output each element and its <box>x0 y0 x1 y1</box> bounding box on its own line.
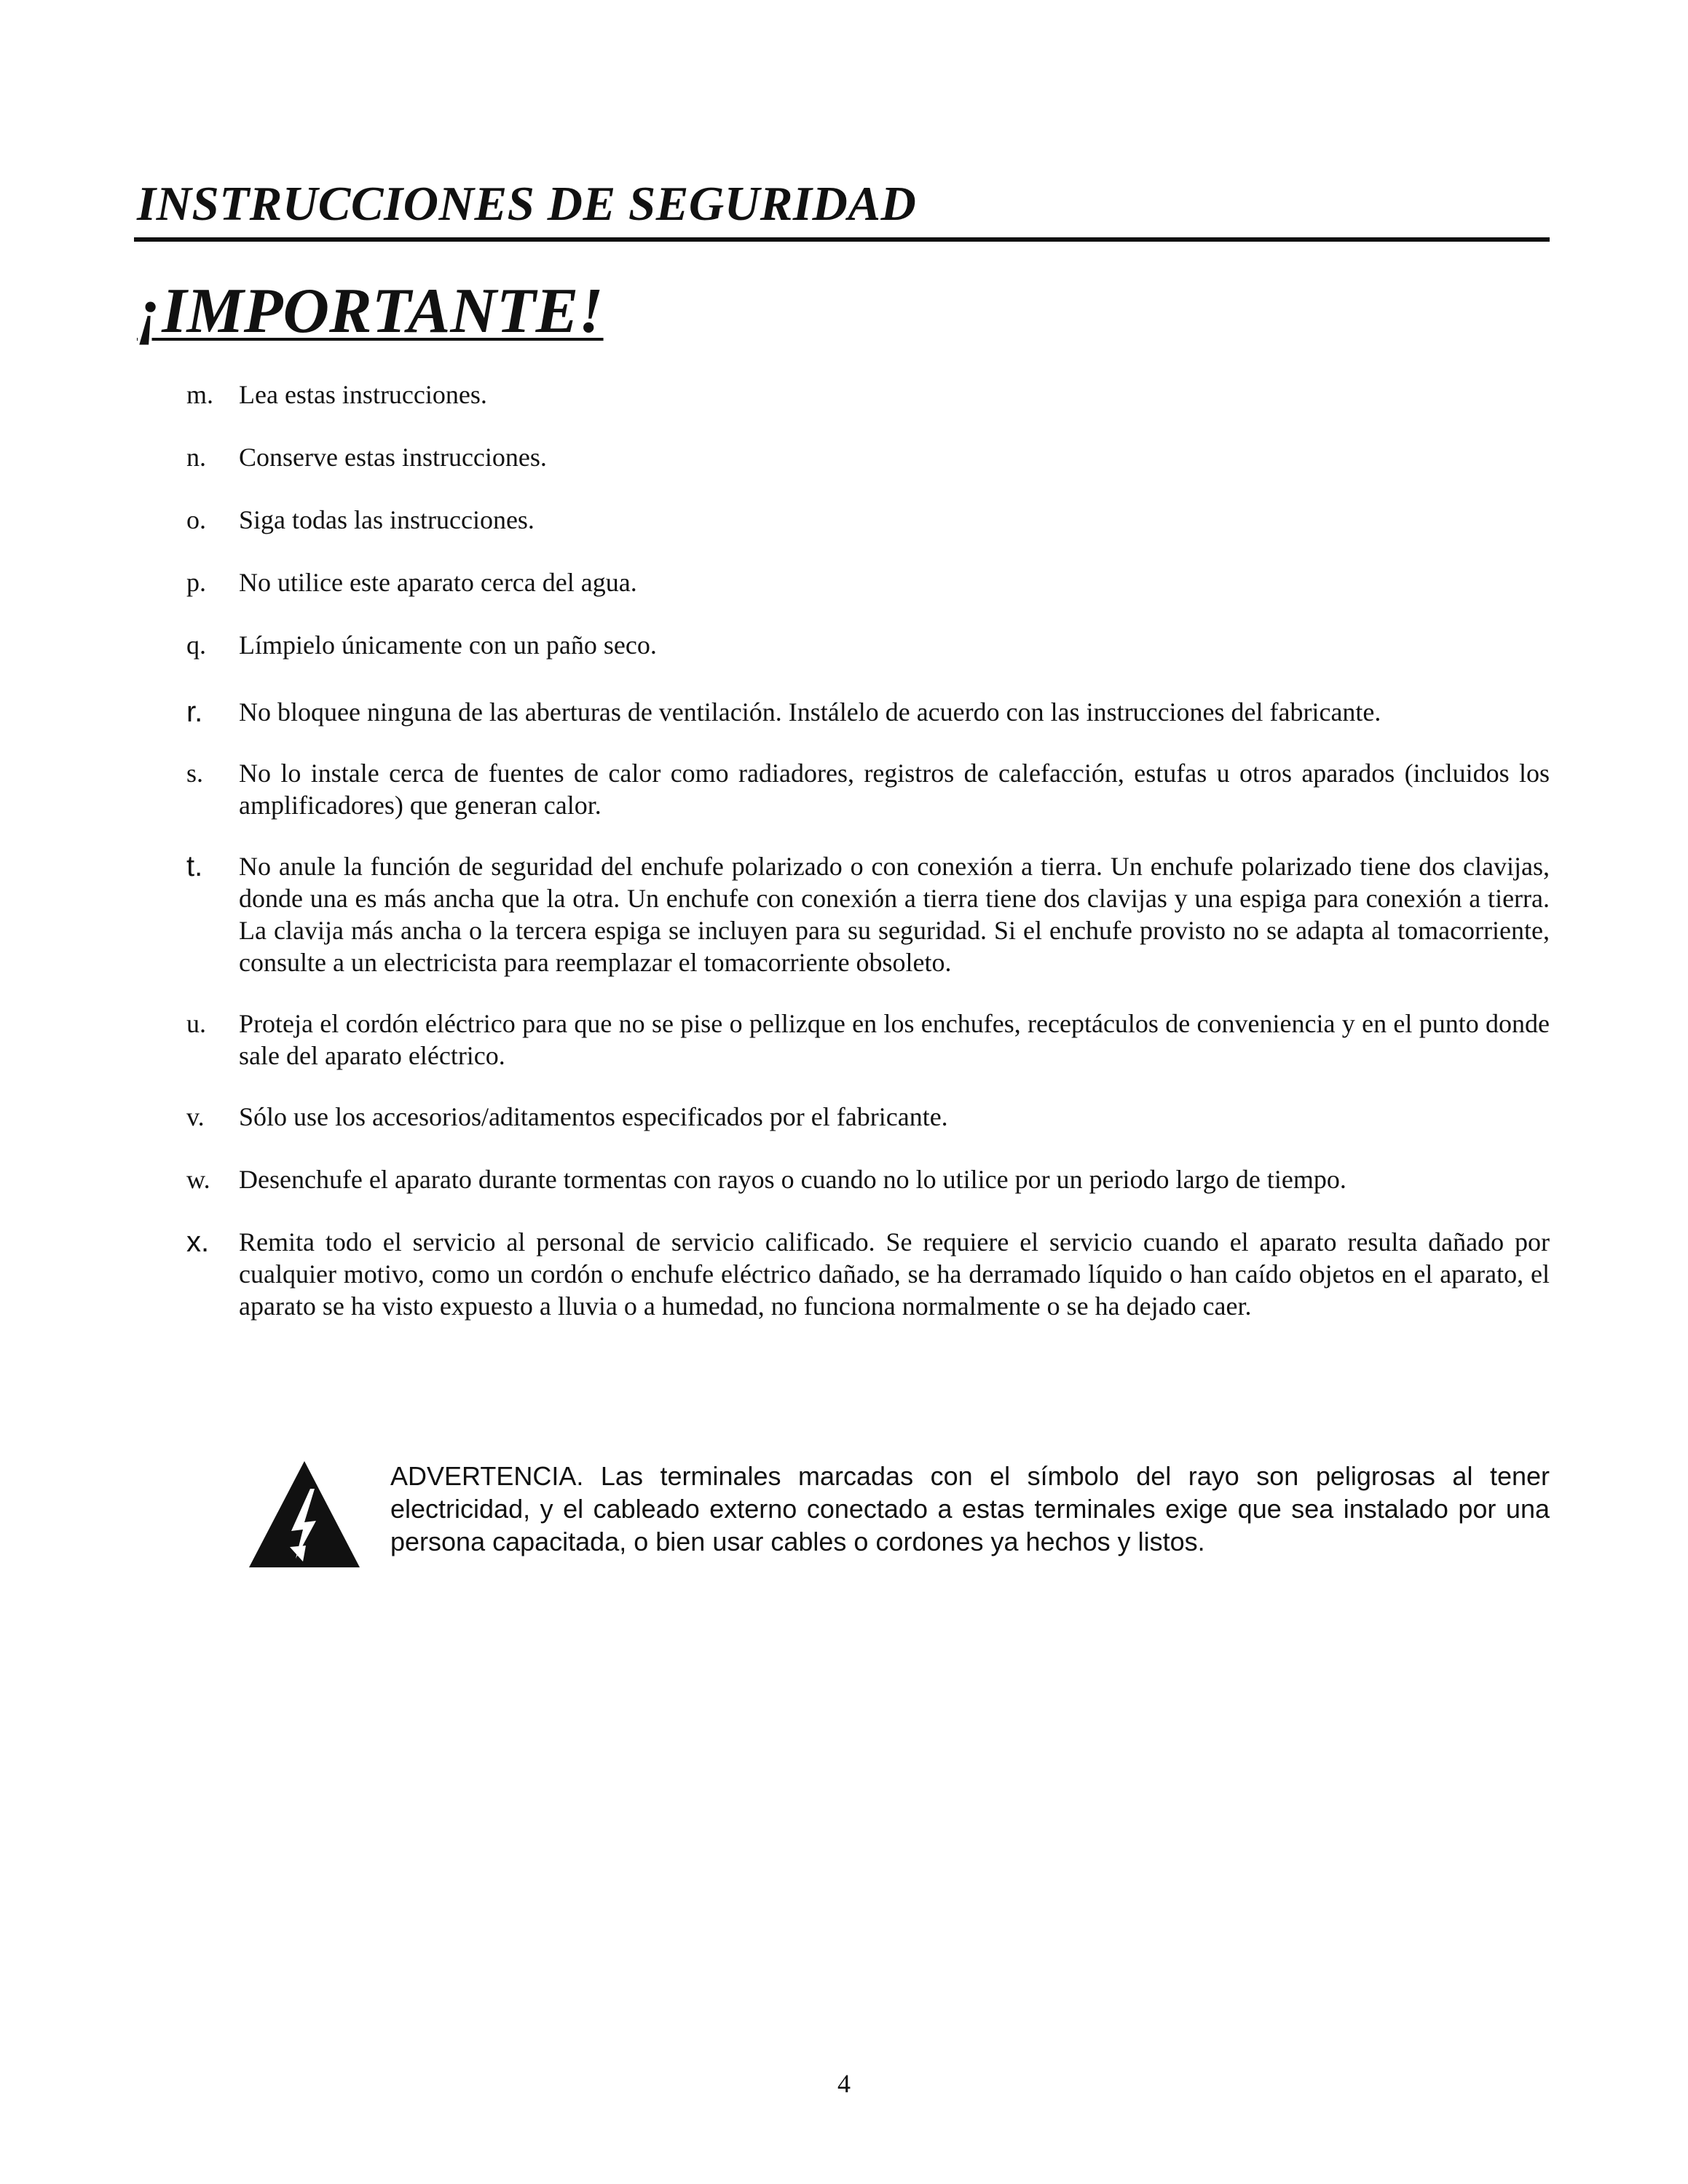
list-item-letter: p. <box>186 568 206 597</box>
list-item-letter: n. <box>186 443 206 472</box>
warning-text: ADVERTENCIA. Las terminales marcadas con el símbolo del rayo son peligrosas al tener electricidad, y el cableado externo conectado a estas terminales exige que sea instalado por una persona capacitada, o bien usar cables o cordones ya hechos y listos. <box>390 1461 1550 1556</box>
list-item-o <box>137 504 1550 536</box>
list-item-v <box>137 1101 1550 1133</box>
list-item-r <box>137 696 1550 728</box>
list-item-n <box>137 441 1550 473</box>
list-item-letter: w. <box>186 1165 210 1194</box>
list-item-text: No utilice este aparato cerca del agua. <box>239 568 637 597</box>
list-item-text: No lo instale cerca de fuentes de calor como radiadores, registros de calefacción, estufas u otros aparados (incluidos los amplificadores) que generan calor. <box>239 759 1550 820</box>
page-number: 4 <box>837 2069 851 2098</box>
list-item-letter: v. <box>186 1102 205 1131</box>
list-item-text: Desenchufe el aparato durante tormentas con rayos o cuando no lo utilice por un periodo largo de tiempo. <box>239 1165 1346 1194</box>
list-item-letter: t. <box>186 850 203 882</box>
list-item-letter: o. <box>186 505 206 534</box>
list-item-p <box>137 566 1550 598</box>
list-item-letter: s. <box>186 759 204 788</box>
list-item-letter: q. <box>186 630 206 660</box>
list-item-t <box>137 850 1550 978</box>
list-item-u <box>137 1008 1550 1072</box>
list-item-text: No bloquee ninguna de las aberturas de ventilación. Instálelo de acuerdo con las instrucciones del fabricante. <box>239 697 1381 727</box>
list-item-text: Proteja el cordón eléctrico para que no se pise o pellizque en los enchufes, receptáculos de conveniencia y en el punto donde sale del aparato eléctrico. <box>239 1009 1550 1070</box>
list-item-text: No anule la función de seguridad del enchufe polarizado o con conexión a tierra. Un enchufe polarizado tiene dos clavijas, donde una es más ancha que la otra. Un enchufe con conexión a tierra tiene dos clavijas y una espiga para conexión a tierra. La clavija más ancha o la tercera espiga se incluyen para su seguridad. Si el enchufe provisto no se adapta al tomacorriente, consulte a un electricista para reemplazar el tomacorriente obsoleto. <box>239 852 1550 977</box>
list-item-letter: x. <box>186 1226 210 1258</box>
list-item-text: Límpielo únicamente con un paño seco. <box>239 630 657 660</box>
list-item-s <box>137 757 1550 821</box>
important-heading: ¡IMPORTANTE! <box>137 276 604 347</box>
list-item-letter: u. <box>186 1009 206 1038</box>
list-item-m <box>137 379 1550 411</box>
list-item-letter: r. <box>186 696 203 728</box>
title-underline-rule <box>134 237 1550 242</box>
list-item-text: Conserve estas instrucciones. <box>239 443 547 472</box>
list-item-letter: m. <box>186 380 214 409</box>
list-item-text: Siga todas las instrucciones. <box>239 505 535 534</box>
page-title: INSTRUCCIONES DE SEGURIDAD <box>137 177 917 231</box>
list-item-text: Sólo use los accesorios/aditamentos especificados por el fabricante. <box>239 1102 948 1131</box>
lightning-warning-icon <box>248 1460 361 1569</box>
list-item-text: Lea estas instrucciones. <box>239 380 487 409</box>
list-item-text: Remita todo el servicio al personal de servicio calificado. Se requiere el servicio cuando el aparato resulta dañado por cualquier motivo, como un cordón o enchufe eléctrico dañado, se ha derramado líquido o han caído objetos en el aparato, el aparato se ha visto expuesto a lluvia o a humedad, no funciona normalmente o se ha dejado caer. <box>239 1227 1550 1321</box>
list-item-w <box>137 1163 1550 1195</box>
safety-instructions-list <box>137 379 1550 1322</box>
warning-block <box>248 1460 1550 1591</box>
list-item-x <box>137 1226 1550 1322</box>
list-item-q <box>137 629 1550 661</box>
